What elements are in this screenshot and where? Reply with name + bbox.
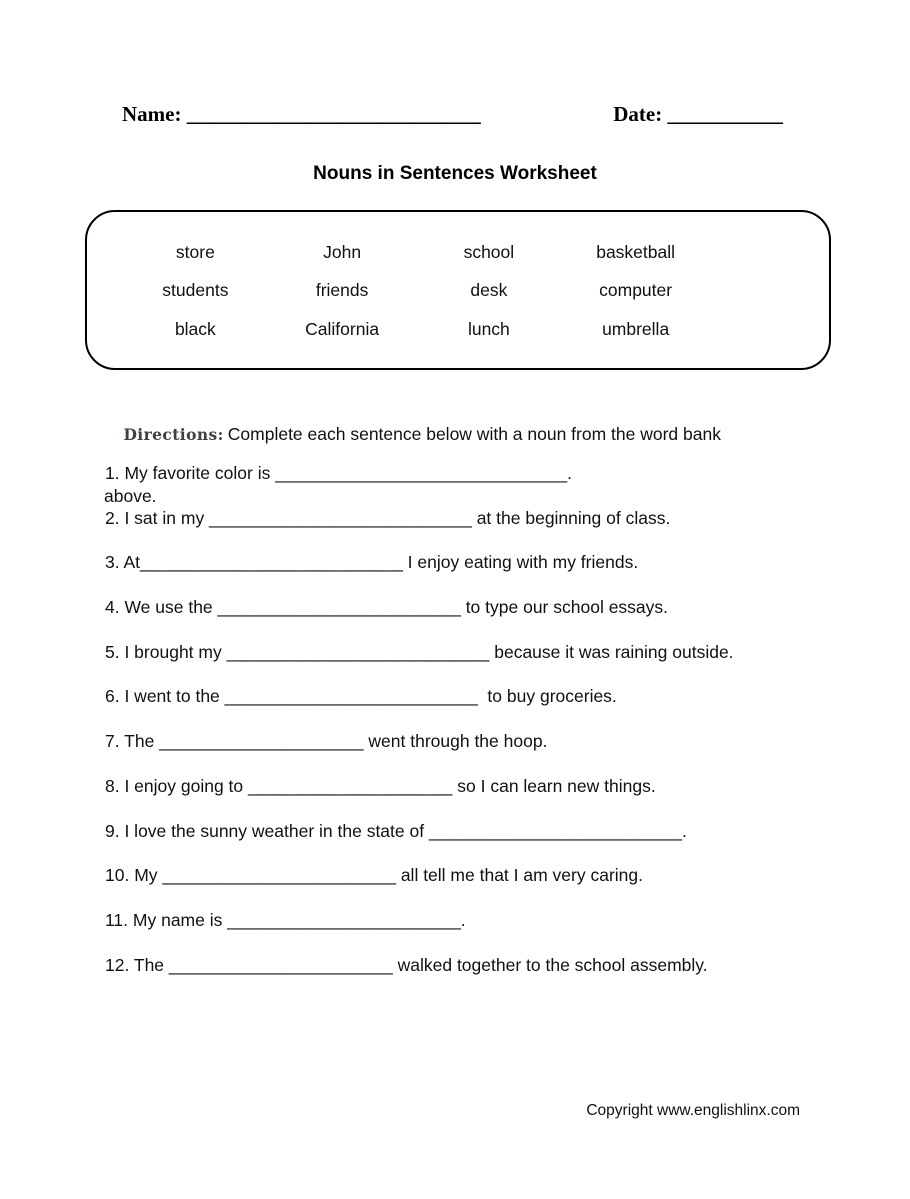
sentence-1: 1. My favorite color is ______________________________. xyxy=(105,463,573,483)
sentence-10: 10. My ________________________ all tell me that I am very caring. xyxy=(105,865,643,886)
date-blank-line: ___________ xyxy=(667,102,783,126)
sentence-5: 5. I brought my ___________________________ because it was raining outside. xyxy=(105,641,734,662)
sentence-9: 9. I love the sunny weather in the state of __________________________. xyxy=(105,820,687,841)
sentence-list xyxy=(105,464,734,1000)
word-bank-word: California xyxy=(305,318,380,339)
word-bank-word: lunch xyxy=(467,318,510,339)
word-bank-word: black xyxy=(174,318,216,339)
page-title: Nouns in Sentences Worksheet xyxy=(313,163,597,184)
sentence-12: 12. The _______________________ walked together to the school assembly. xyxy=(105,954,708,975)
directions-text-line2: above. xyxy=(104,486,157,506)
date-field xyxy=(613,102,783,127)
copyright-text: Copyright www.englishlinx.com xyxy=(586,1102,800,1119)
header-row xyxy=(122,102,783,127)
word-bank-word: John xyxy=(323,241,362,262)
word-bank-word: computer xyxy=(599,280,673,300)
word-bank-word: desk xyxy=(470,280,508,300)
sentence-3: 3. At___________________________ I enjoy eating with my friends. xyxy=(105,552,639,573)
sentence-2: 2. I sat in my ___________________________ at the beginning of class. xyxy=(105,507,671,528)
directions-label: Directions: xyxy=(123,425,224,444)
word-bank-word: students xyxy=(162,280,229,300)
sentence-4: 4. We use the _________________________ to type our school essays. xyxy=(105,597,669,618)
word-bank-word: school xyxy=(463,241,515,262)
name-field xyxy=(122,102,481,127)
sentence-7: 7. The _____________________ went through the hoop. xyxy=(105,731,548,752)
word-bank-word: friends xyxy=(315,280,369,300)
date-label: Date: xyxy=(613,102,668,126)
name-blank-line: ____________________________ xyxy=(186,102,481,126)
sentence-11: 11. My name is ________________________. xyxy=(105,909,466,930)
sentence-8: 8. I enjoy going to _____________________ so I can learn new things. xyxy=(105,775,656,796)
word-bank xyxy=(85,210,831,370)
sentence-6: 6. I went to the __________________________ to buy groceries. xyxy=(105,686,617,707)
directions-text-line1: Complete each sentence below with a noun from the word bank xyxy=(227,424,721,444)
word-bank-word: umbrella xyxy=(602,318,670,339)
word-bank-word: store xyxy=(175,241,215,262)
word-bank-word: basketball xyxy=(596,241,676,262)
name-label: Name: xyxy=(122,102,187,126)
